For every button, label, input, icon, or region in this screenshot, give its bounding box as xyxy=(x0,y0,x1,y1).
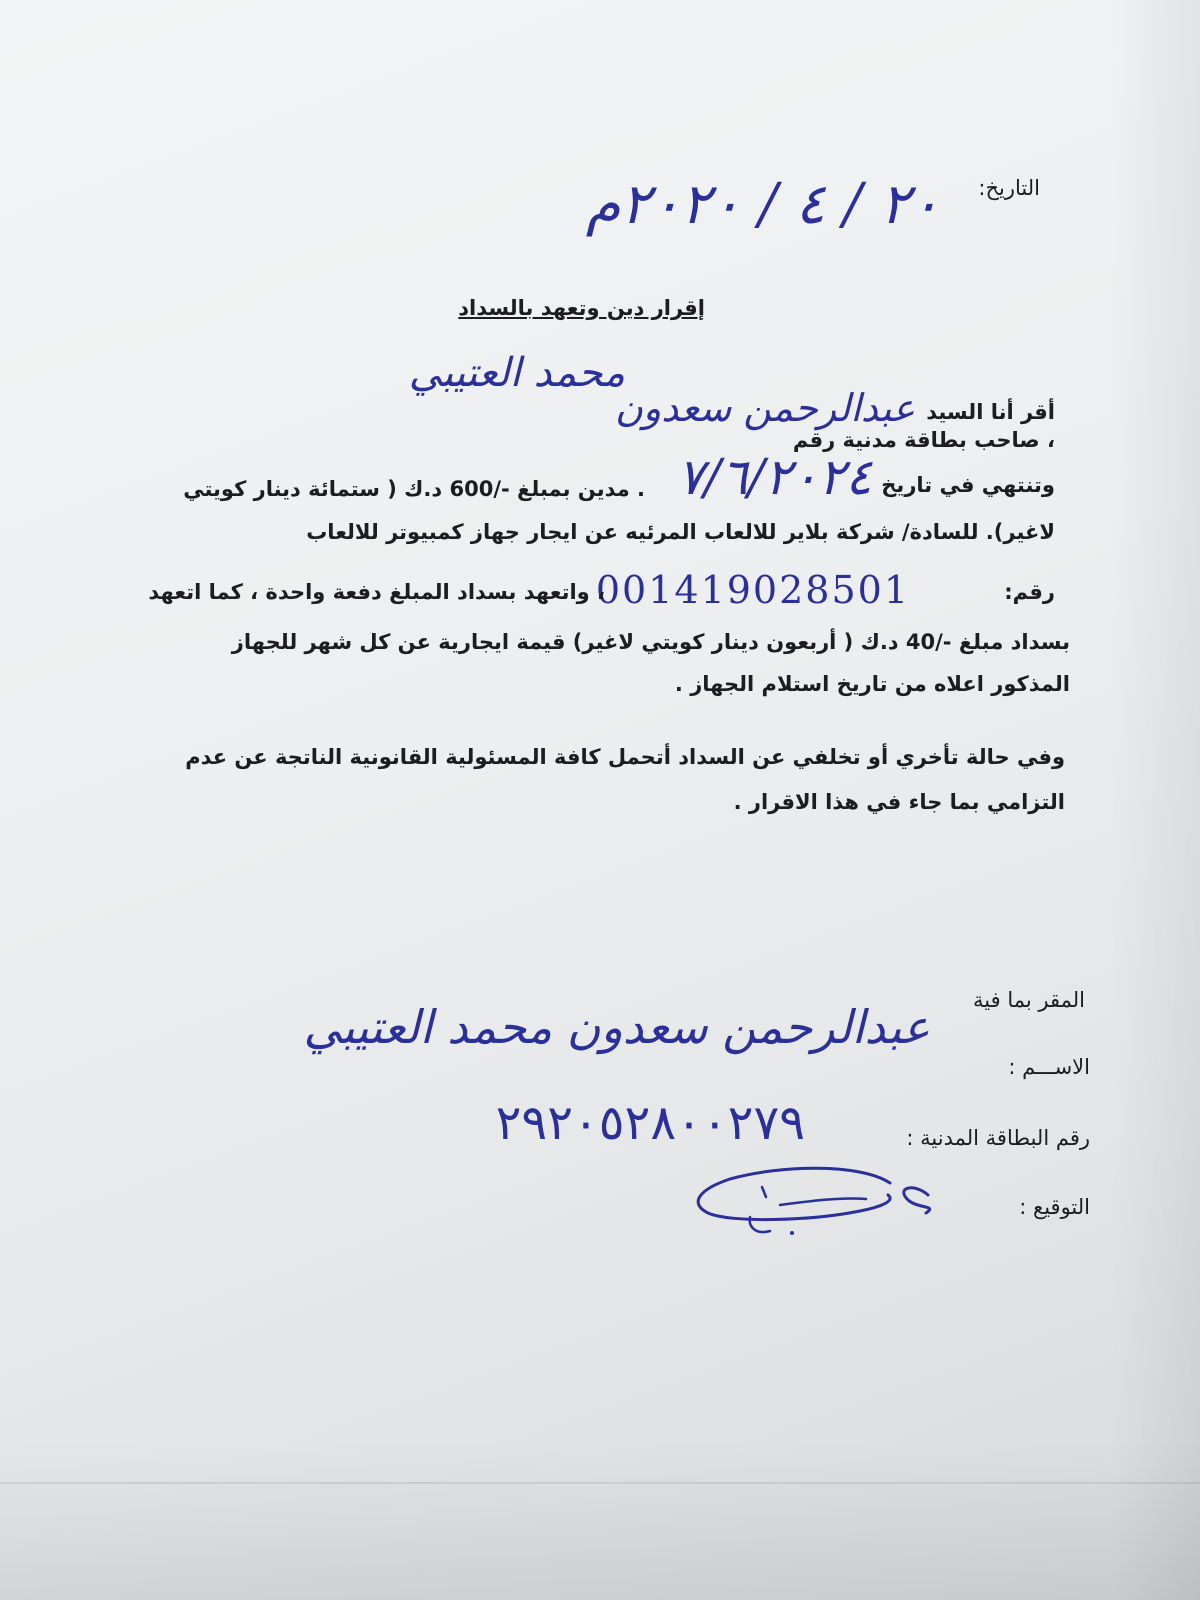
paper-fold-line xyxy=(0,1482,1200,1484)
name-handwritten: عبدالرحمن سعدون محمد العتيبي xyxy=(303,1000,930,1054)
civil-id-handwritten: ٢٩٢٠٥٢٨٠٠٢٧٩ xyxy=(495,1095,805,1151)
line2-printed-b: . مدين بمبلغ -/600 د.ك ( ستمائة دينار كويتي xyxy=(183,477,645,501)
line5: بسداد مبلغ -/40 د.ك ( أربعون دينار كويتي لاغير) قيمة ايجارية عن كل شهر للجهاز xyxy=(231,630,1070,654)
page-shadow-right xyxy=(1110,0,1200,1600)
line4-printed-a: رقم: xyxy=(1004,580,1055,604)
account-number-handwritten: 001419028501 xyxy=(595,568,910,612)
date-handwritten: ٢٠ / ٤ / ٢٠٢٠م xyxy=(585,172,940,237)
document-title: إقرار دين وتعهد بالسداد xyxy=(458,296,705,320)
handwritten-name-part-2: محمد العتيبي xyxy=(408,350,625,396)
line1-printed: أقر أنا السيد xyxy=(926,400,1055,424)
signature-label: التوقيع : xyxy=(1019,1195,1090,1219)
line7: وفي حالة تأخري أو تخلفي عن السداد أتحمل كافة المسئولية القانونية الناتجة عن عدم xyxy=(185,745,1065,769)
line4-printed-b: ، واتعهد بسداد المبلغ دفعة واحدة ، كما اتعهد xyxy=(148,580,605,604)
confirm-label: المقر بما فية xyxy=(973,988,1085,1012)
line6: المذكور اعلاه من تاريخ استلام الجهاز . xyxy=(674,672,1070,696)
signature-scribble xyxy=(690,1165,960,1260)
line3: لاغير). للسادة/ شركة بلاير للالعاب المرئيه عن ايجار جهاز كمبيوتر للالعاب xyxy=(306,520,1055,544)
name-label: الاســـم : xyxy=(1008,1055,1090,1079)
handwritten-name-part-1: عبدالرحمن سعدون xyxy=(614,386,915,430)
civil-id-label: رقم البطاقة المدنية : xyxy=(906,1126,1090,1150)
line2-printed-a: وتنتهي في تاريخ xyxy=(881,473,1055,497)
line1-card-text: ، صاحب بطاقة مدنية رقم xyxy=(792,428,1055,452)
line8: التزامي بما جاء في هذا الاقرار . xyxy=(733,790,1065,814)
end-date-handwritten: ٧/٦/٢٠٢٤ xyxy=(677,448,872,506)
page-shadow-bottom xyxy=(0,1440,1200,1600)
date-label: التاريخ: xyxy=(978,176,1040,200)
